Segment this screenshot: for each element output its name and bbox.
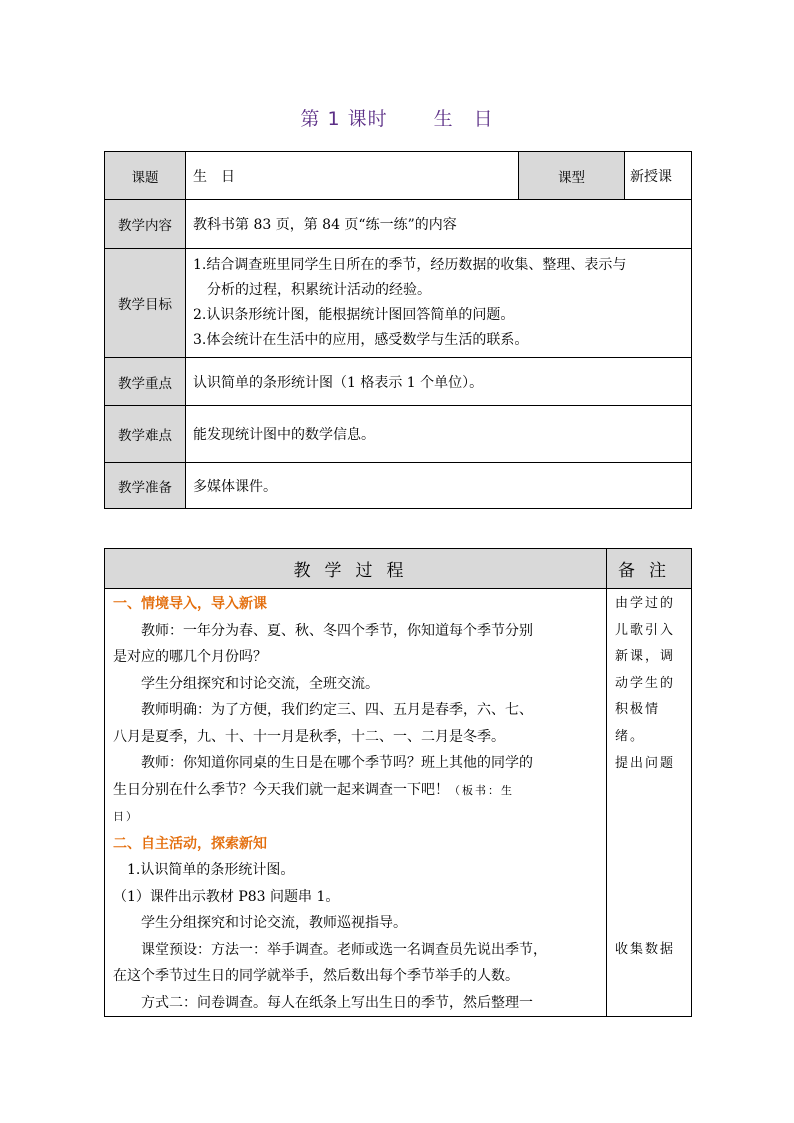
board-note-end: 日） <box>113 810 139 823</box>
topic-value: 生 日 <box>186 152 519 200</box>
difficulty-label: 教学难点 <box>105 406 186 463</box>
paragraph-1: 教师：一年分为春、夏、秋、冬四个季节，你知道每个季节分别 <box>141 622 533 639</box>
board-note: （板书：生 <box>449 783 514 797</box>
difficulty-value: 能发现统计图中的数学信息。 <box>186 406 692 463</box>
prep-row <box>105 463 692 509</box>
goal-list <box>186 249 692 358</box>
note-2: 提出问题 <box>615 756 676 771</box>
goal-label: 教学目标 <box>105 249 186 358</box>
prep-value: 多媒体课件。 <box>186 463 692 509</box>
paragraph-5: 学生分组探究和讨论交流，教师巡视指导。 <box>141 915 407 931</box>
topic-label: 课题 <box>105 152 186 200</box>
note-header: 备注 <box>607 549 692 589</box>
note-1-line-1: 由学过的 <box>615 596 676 611</box>
goal-1: 1.结合调查班里同学生日所在的季节，经历数据的收集、整理、表示与 <box>193 257 627 273</box>
note-3: 收集数据 <box>615 941 676 957</box>
paragraph-7: 方式二：问卷调查。每人在纸条上写出生日的季节，然后整理一 <box>141 994 533 1011</box>
process-header: 教学过程 <box>105 549 607 589</box>
paragraph-1-cont: 是对应的哪几个月份吗？ <box>113 649 267 665</box>
notes-column <box>607 589 692 1017</box>
type-value: 新授课 <box>625 152 692 200</box>
note-1-line-4: 动学生的 <box>615 675 676 691</box>
process-header-row <box>105 549 692 589</box>
key-label: 教学重点 <box>105 358 186 406</box>
paragraph-6-cont: 在这个季节过生日的同学就举手，然后数出每个季节举手的人数。 <box>113 968 519 984</box>
difficulty-row <box>105 406 692 463</box>
key-value: 认识简单的条形统计图（1 格表示 1 个单位）。 <box>186 358 692 406</box>
subsection-1-1: （1）课件出示教材 P83 问题串 1。 <box>113 888 340 905</box>
topic-row <box>105 152 692 200</box>
section-2-heading: 二、自主活动，探索新知 <box>113 835 267 852</box>
subsection-1: 1.认识简单的条形统计图。 <box>127 862 295 878</box>
goal-3: 3.体会统计在生活中的应用，感受数学与生活的联系。 <box>193 332 529 348</box>
process-body-row <box>105 589 692 1017</box>
paragraph-6: 课堂预设：方法一：举手调查。老师或选一名调查员先说出季节， <box>141 941 547 958</box>
goal-1-cont: 分析的过程，积累统计活动的经验。 <box>207 282 431 298</box>
note-1-line-2: 儿歌引入 <box>615 622 676 638</box>
key-row <box>105 358 692 406</box>
content-value: 教科书第 83 页，第 84 页“练一练”的内容 <box>186 200 692 249</box>
content-row <box>105 200 692 249</box>
lesson-name: 生 日 <box>433 108 494 130</box>
note-1-line-3: 新课，调 <box>615 649 676 664</box>
paragraph-3: 教师明确：为了方便，我们约定三、四、五月是春季，六、七、 <box>141 702 533 718</box>
lesson-info-table <box>104 151 692 509</box>
lesson-number: 第 1 课时 <box>300 108 388 130</box>
goal-2: 2.认识条形统计图，能根据统计图回答简单的问题。 <box>193 307 515 323</box>
prep-label: 教学准备 <box>105 463 186 509</box>
paragraph-3-cont: 八月是夏季，九、十、十一月是秋季，十二、一、二月是冬季。 <box>113 728 505 745</box>
paragraph-4-text: 生日分别在什么季节？今天我们就一起来调查一下吧！ <box>113 781 449 798</box>
lesson-title <box>0 104 794 131</box>
process-content <box>105 589 607 1017</box>
paragraph-4-cont <box>113 777 602 805</box>
teaching-process-table <box>104 548 692 1017</box>
paragraph-4: 教师：你知道你同桌的生日是在哪个季节吗？班上其他的同学的 <box>141 755 533 771</box>
goal-row <box>105 249 692 358</box>
section-1-heading: 一、情境导入，导入新课 <box>113 596 267 612</box>
content-label: 教学内容 <box>105 200 186 249</box>
paragraph-2: 学生分组探究和讨论交流，全班交流。 <box>141 675 379 692</box>
type-label: 课型 <box>519 152 625 200</box>
note-1-line-5: 积极情绪。 <box>615 702 661 744</box>
